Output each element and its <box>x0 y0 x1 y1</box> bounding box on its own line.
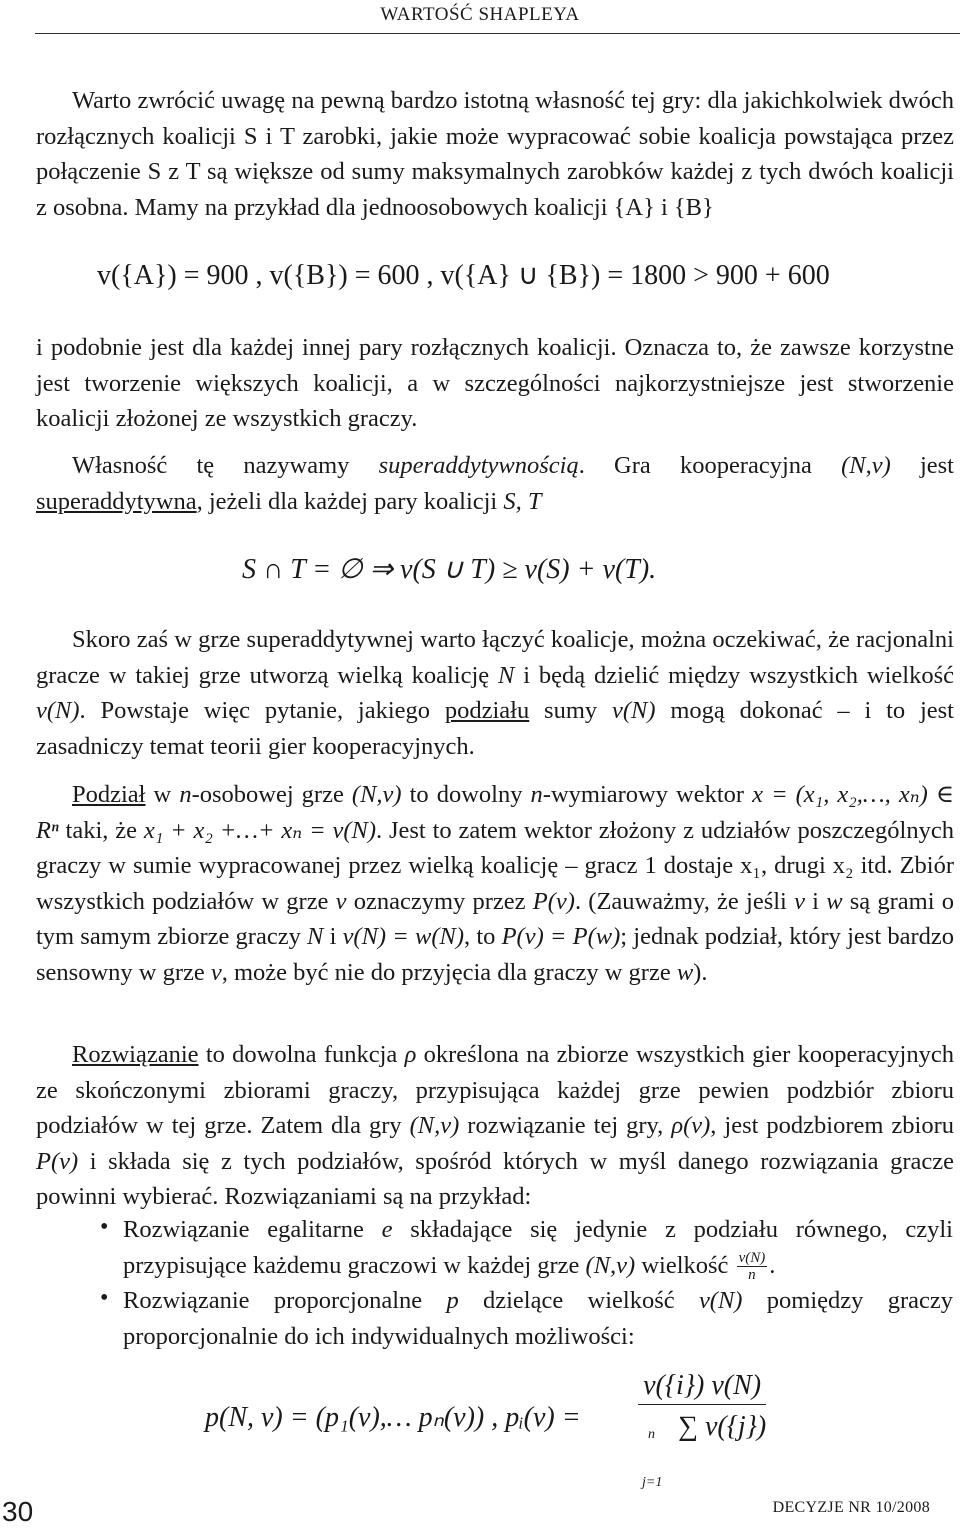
running-header: WARTOŚĆ SHAPLEYA <box>380 4 580 25</box>
equation-3-denominator: n j=1 ∑ v({j}) <box>642 1411 767 1490</box>
header-rule <box>35 33 960 34</box>
bullet-item-1: Rozwiązanie egalitarne e składające się jedynie z podziału równego, czyli przypisujące każdemu graczowi w każdej grze (N,v) wielkość $\frac{v(N)}{n}$ . <box>123 1216 953 1284</box>
equation-3-numerator: v({i}) v(N) <box>638 1370 766 1405</box>
bullet-marker-1: • <box>100 1214 109 1240</box>
paragraph-6: Rozwiązanie to dowolna funkcja ρ określona na zbiorze wszystkich gier kooperacyjnych ze skończonymi zbiorami graczy, przypisująca każdej grze pewien podzbiór zbioru podziałów w tej grze. Zatem dla gry (N,v) rozwiązanie tej gry, ρ(v), jest podzbiorem zbioru P(v) i składa się z tych podziałów, spośród których w myśl danego rozwiązania gracze powinni wybierać. Rozwiązaniami są na przykład: <box>36 1041 955 1210</box>
paragraph-2: i podobnie jest dla każdej innej pary rozłącznych koalicji. Oznacza to, że zawsze korzystne jest tworzenie większych koalicji, a w szczególności najkorzystniejsze jest stworzenie koalicji złożonej ze wszystkich graczy. <box>36 334 954 432</box>
page-number: 30 <box>2 1496 34 1527</box>
equation-3-left: p(N, v) = (p₁(v),… pₙ(v)) , pᵢ(v) = <box>205 1402 581 1433</box>
paragraph-5: Podział w n-osobowej grze (N,v) to dowolny n-wymiarowy wektor x = (x₁, x₂,…, xₙ) ∈ Rⁿ taki, że x₁ + x₂ +…+ xₙ = v(N). Jest to zatem wektor złożony z udziałów poszczególnych graczy w sumie wypracowanej przez wielką koalicję – gracz 1 dostaje x₁, drugi x₂ itd. Zbiór wszystkich podziałów w grze v oznaczymy przez P(v). (Zauważmy, że jeśli v i w są grami o tym samym zbiorze graczy N i v(N) = w(N), to P(v) = P(w); jednak podział, który jest bardzo sensowny w grze v, może być nie do przyjęcia dla graczy w grze w). <box>36 781 955 986</box>
bullet-marker-2: • <box>100 1285 109 1311</box>
paragraph-1: Warto zwrócić uwagę na pewną bardzo istotną własność tej gry: dla jakichkolwiek dwóch rozłącznych koalicji S i T zarobki, jakie może wypracować sobie koalicja powstająca przez połączenie S z T są większe od sumy maksymalnych zarobków każdej z tych dwóch koalicji z osobna. Mamy na przykład dla jednoosobowych koalicji {A} i {B} <box>36 87 954 221</box>
bullet-item-2: Rozwiązanie proporcjonalne p dzielące wielkość v(N) pomiędzy graczy proporcjonalnie do ich indywidualnych możliwości: <box>123 1287 953 1350</box>
fraction-vn-over-n: $\frac{v(N)}{n}$ <box>738 1250 766 1284</box>
equation-1: v({A}) = 900 , v({B}) = 600 , v({A} ∪ {B}) = 1800 > 900 + 600 <box>97 260 830 291</box>
equation-3-fraction <box>638 1370 767 1490</box>
equation-2: S ∩ T = ∅ ⇒ v(S ∪ T) ≥ v(S) + v(T). <box>242 554 657 585</box>
paragraph-3: Własność tę nazywamy superaddytywnością. Gra kooperacyjna (N,v) jest superaddytywna, jeżeli dla każdej pary koalicji S, T <box>36 452 954 515</box>
journal-footer: DECYZJE NR 10/2008 <box>772 1499 930 1516</box>
paragraph-4: Skoro zaś w grze superaddytywnej warto łączyć koalicje, można oczekiwać, że racjonalni gracze w takiej grze utworzą wielką koalicję N i będą dzielić między wszystkich wielkość v(N). Powstaje więc pytanie, jakiego podziału sumy v(N) mogą dokonać – i to jest zasadniczy temat teorii gier kooperacyjnych. <box>36 626 954 760</box>
